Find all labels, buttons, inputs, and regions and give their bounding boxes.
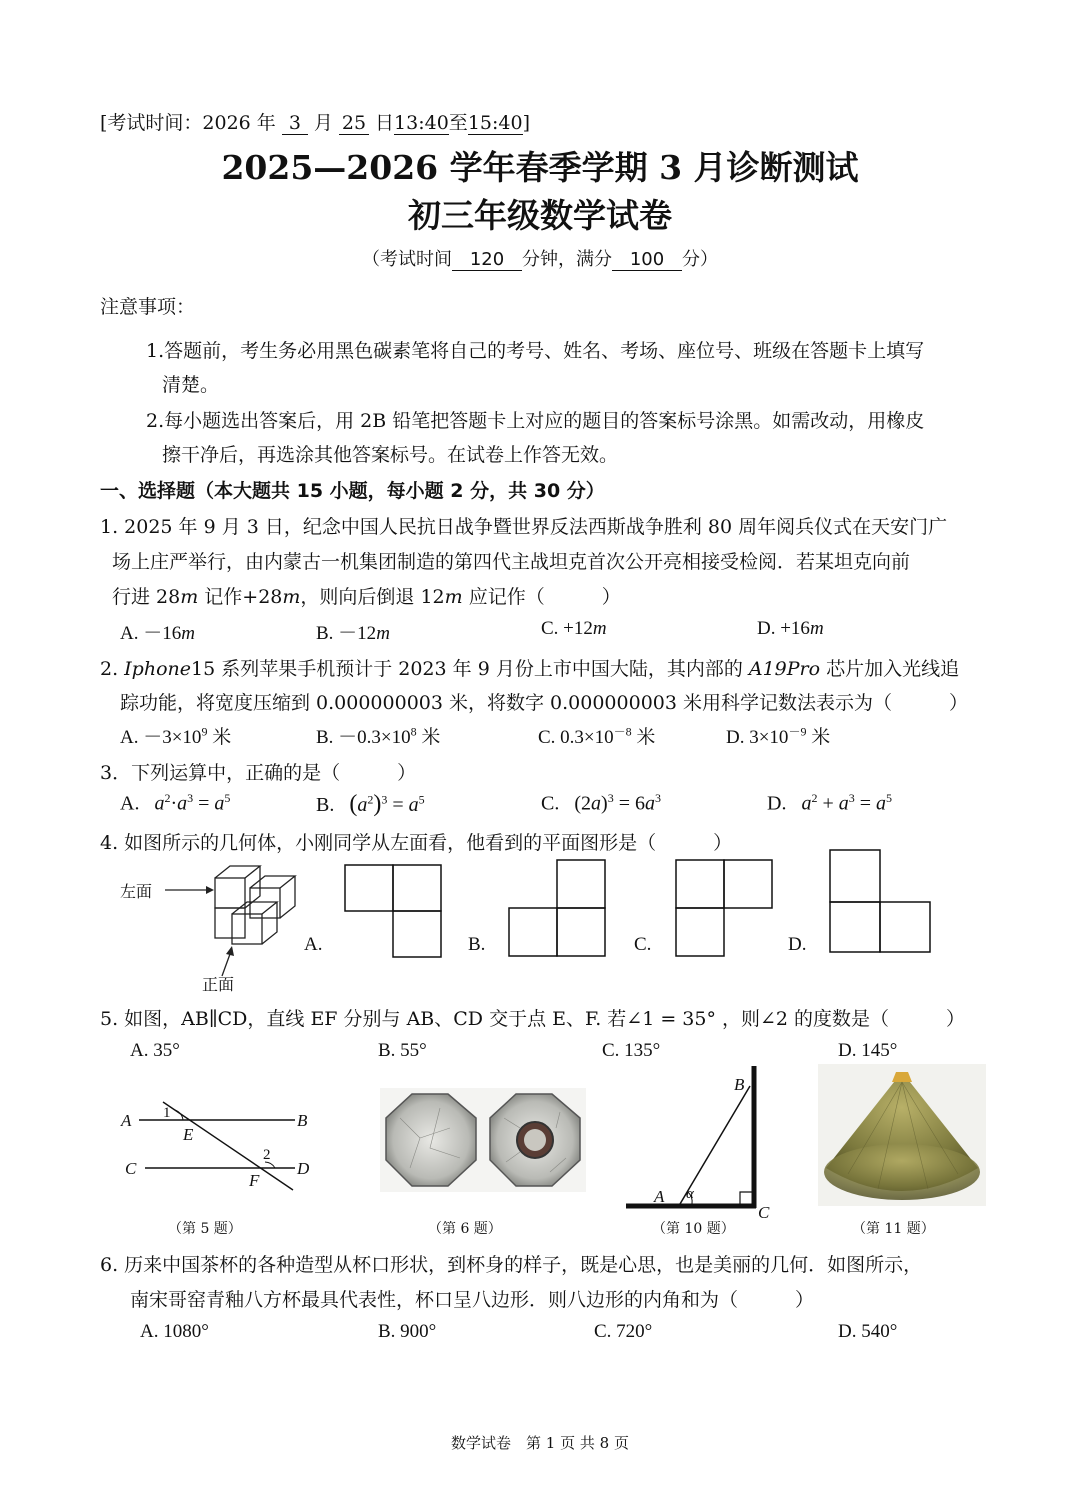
q1-choice-d: D. +16m	[757, 618, 824, 639]
exam-day: 25	[339, 114, 369, 135]
label-b: B	[297, 1111, 308, 1130]
exam-time-line	[100, 108, 530, 135]
q1-text: 行进 28	[112, 586, 181, 608]
q1-choice-c: C. +12m	[541, 618, 607, 639]
line-ef	[163, 1102, 293, 1190]
q1-choice-a: A. －16m	[120, 623, 195, 644]
caption-q5: （第 5 题）	[168, 1221, 242, 1237]
cube-top	[215, 866, 260, 878]
q4-stem: 4. 如图所示的几何体，小刚同学从左面看，他看到的平面图形是（ ）	[100, 832, 733, 854]
label-f: F	[249, 1171, 260, 1190]
label-angle-1: 1	[163, 1105, 171, 1121]
q6-teacup-photo	[380, 1088, 586, 1192]
cube-top	[250, 876, 295, 888]
caption-q6: （第 6 题）	[428, 1221, 502, 1237]
q3-choice-d: D. $a^2 + a^3 = a^5$	[767, 791, 893, 815]
caption-q11: （第 11 题）	[852, 1221, 935, 1237]
cup-base	[524, 1129, 546, 1151]
duration-score: 100	[612, 251, 682, 271]
q6-choice-b: B. 900°	[378, 1321, 437, 1342]
q5-stem: 5. 如图，AB∥CD，直线 EF 分别与 AB、CD 交于点 E、F. 若∠1 = 35° ，则∠2 的度数是（ ）	[100, 1008, 966, 1030]
exam-suffix: ]	[522, 112, 530, 134]
right-angle-mark	[740, 1192, 752, 1204]
cube	[215, 878, 245, 908]
q2-choice-b: B. $-0.3\times 10^8$ 米	[316, 724, 441, 748]
hat-top	[892, 1072, 912, 1082]
exam-end: 15:40	[467, 112, 523, 134]
exam-month: 3	[282, 114, 308, 135]
q2-choice-d: D. $3\times 10^{-9}$ 米	[726, 724, 831, 748]
q1-unit: m	[180, 586, 199, 608]
label-b: B	[734, 1075, 745, 1094]
label-a: A	[121, 1111, 132, 1130]
q1-text: 应记作（ ）	[462, 586, 621, 608]
q6-choice-c: C. 720°	[594, 1321, 653, 1342]
q4-option-a-figure	[340, 860, 445, 960]
duration-line	[0, 245, 1080, 271]
cube	[215, 908, 245, 938]
exam-time-prefix: [考试时间：2026 年	[100, 112, 276, 134]
duration-suffix: 分）	[682, 249, 718, 270]
arrow-head	[226, 946, 234, 956]
note-1-line-2: 清楚。	[162, 374, 220, 396]
exam-to: 至	[448, 112, 468, 134]
q1-unit: m	[282, 586, 301, 608]
label-a: A	[654, 1187, 665, 1206]
q1-text: ，则向后倒退 12	[300, 586, 445, 608]
caption-q10: （第 10 题）	[652, 1221, 735, 1237]
q3-stem: 3．下列运算中，正确的是（ ）	[100, 762, 417, 784]
q4-choice-a: A.	[304, 934, 323, 955]
q1-unit: m	[444, 586, 463, 608]
q5-choice-c: C. 135°	[602, 1040, 661, 1061]
note-2-line-2: 擦干净后，再选涂其他答案标号。在试卷上作答无效。	[162, 444, 619, 466]
q2-line-1: 2. Iphone15 系列苹果手机预计于 2023 年 9 月份上市中国大陆，其内部的 A19Pro 芯片加入光线追	[100, 658, 960, 680]
label-d: D	[297, 1159, 310, 1178]
label-c: C	[758, 1203, 770, 1222]
q6-line-2: 南宋哥窑青釉八方杯最具代表性，杯口呈八边形．则八边形的内角和为（ ）	[130, 1289, 815, 1311]
q4-choice-c: C.	[634, 934, 652, 955]
left-view-label: 左面	[120, 882, 153, 901]
q2-choice-c: C. $0.3\times 10^{-8}$ 米	[538, 724, 656, 748]
q10-triangle-figure	[620, 1064, 800, 1224]
exam-start: 13:40	[394, 112, 449, 134]
q1-text: 记作+28	[198, 586, 283, 608]
duration-mid: 分钟，满分	[522, 249, 612, 270]
page-subtitle: 初三年级数学试卷	[408, 196, 672, 235]
q4-option-b-figure	[505, 856, 610, 960]
note-2-line-1: 2.每小题选出答案后，用 2B 铅笔把答题卡上对应的题目的答案标号涂黑。如需改动，用橡皮	[146, 410, 925, 432]
note-1-line-1: 1.答题前，考生务必用黑色碳素笔将自己的考号、姓名、考场、座位号、班级在答题卡上填写	[146, 340, 925, 362]
q1-choice-b: B. －12m	[316, 623, 390, 644]
q3-choice-b: B. $(a^2)^3 = a^5$	[316, 791, 425, 817]
front-view-label: 正面	[202, 975, 235, 994]
label-angle-2: 2	[263, 1147, 271, 1163]
q6-line-1: 6. 历来中国茶杯的各种造型从杯口形状，到杯身的样子，既是心思，也是美丽的几何．如图所示，	[100, 1254, 923, 1276]
q1-line-1: 1. 2025 年 9 月 3 日，纪念中国人民抗日战争暨世界反法西斯战争胜利 80 周年阅兵仪式在天安门广	[100, 516, 948, 538]
q1-line-2: 场上庄严举行，由内蒙古一机集团制造的第四代主战坦克首次公开亮相接受检阅．若某坦克向前	[112, 551, 911, 573]
q4-choice-b: B.	[468, 934, 486, 955]
label-c: C	[125, 1159, 137, 1178]
q5-choice-b: B. 55°	[378, 1040, 427, 1061]
octagonal-cup-left	[386, 1094, 476, 1186]
page-title: 2025—2026 学年春季学期 3 月诊断测试	[221, 148, 859, 187]
q6-choice-a: A. 1080°	[140, 1321, 209, 1342]
exam-day-unit: 日	[375, 112, 395, 134]
q2-line-2: 踪功能，将宽度压缩到 0.000000003 米，将数字 0.000000003 米用科学记数法表示为（ ）	[120, 692, 969, 714]
notes-heading: 注意事项：	[100, 296, 196, 318]
exam-month-unit: 月	[313, 112, 333, 134]
duration-prefix: （考试时间	[362, 249, 452, 270]
section-1-heading: 一、选择题（本大题共 15 小题，每小题 2 分，共 30 分）	[100, 480, 605, 502]
q5-choice-a: A. 35°	[130, 1040, 180, 1061]
q4-option-c-figure	[672, 856, 777, 960]
label-alpha: α	[686, 1186, 694, 1202]
label-e: E	[183, 1125, 194, 1144]
q5-parallel-lines-figure	[115, 1090, 325, 1200]
arrow-head	[206, 886, 214, 894]
cube-top	[232, 902, 277, 914]
q11-conical-hat-photo	[818, 1064, 986, 1206]
q6-choice-d: D. 540°	[838, 1321, 898, 1342]
q3-choice-c: C. $(2a)^3 = 6a^3$	[541, 791, 661, 815]
duration-minutes: 120	[452, 251, 522, 271]
q1-line-3	[112, 582, 621, 609]
q4-option-d-figure	[826, 846, 932, 956]
q4-choice-d: D.	[788, 934, 807, 955]
q3-choice-a: A. $a^2\cdot a^3 = a^5$	[120, 791, 231, 815]
q2-choice-a: A. $-3\times 10^9$ 米	[120, 724, 232, 748]
q5-choice-d: D. 145°	[838, 1040, 898, 1061]
page-footer: 数学试卷 第 1 页 共 8 页	[451, 1434, 629, 1452]
